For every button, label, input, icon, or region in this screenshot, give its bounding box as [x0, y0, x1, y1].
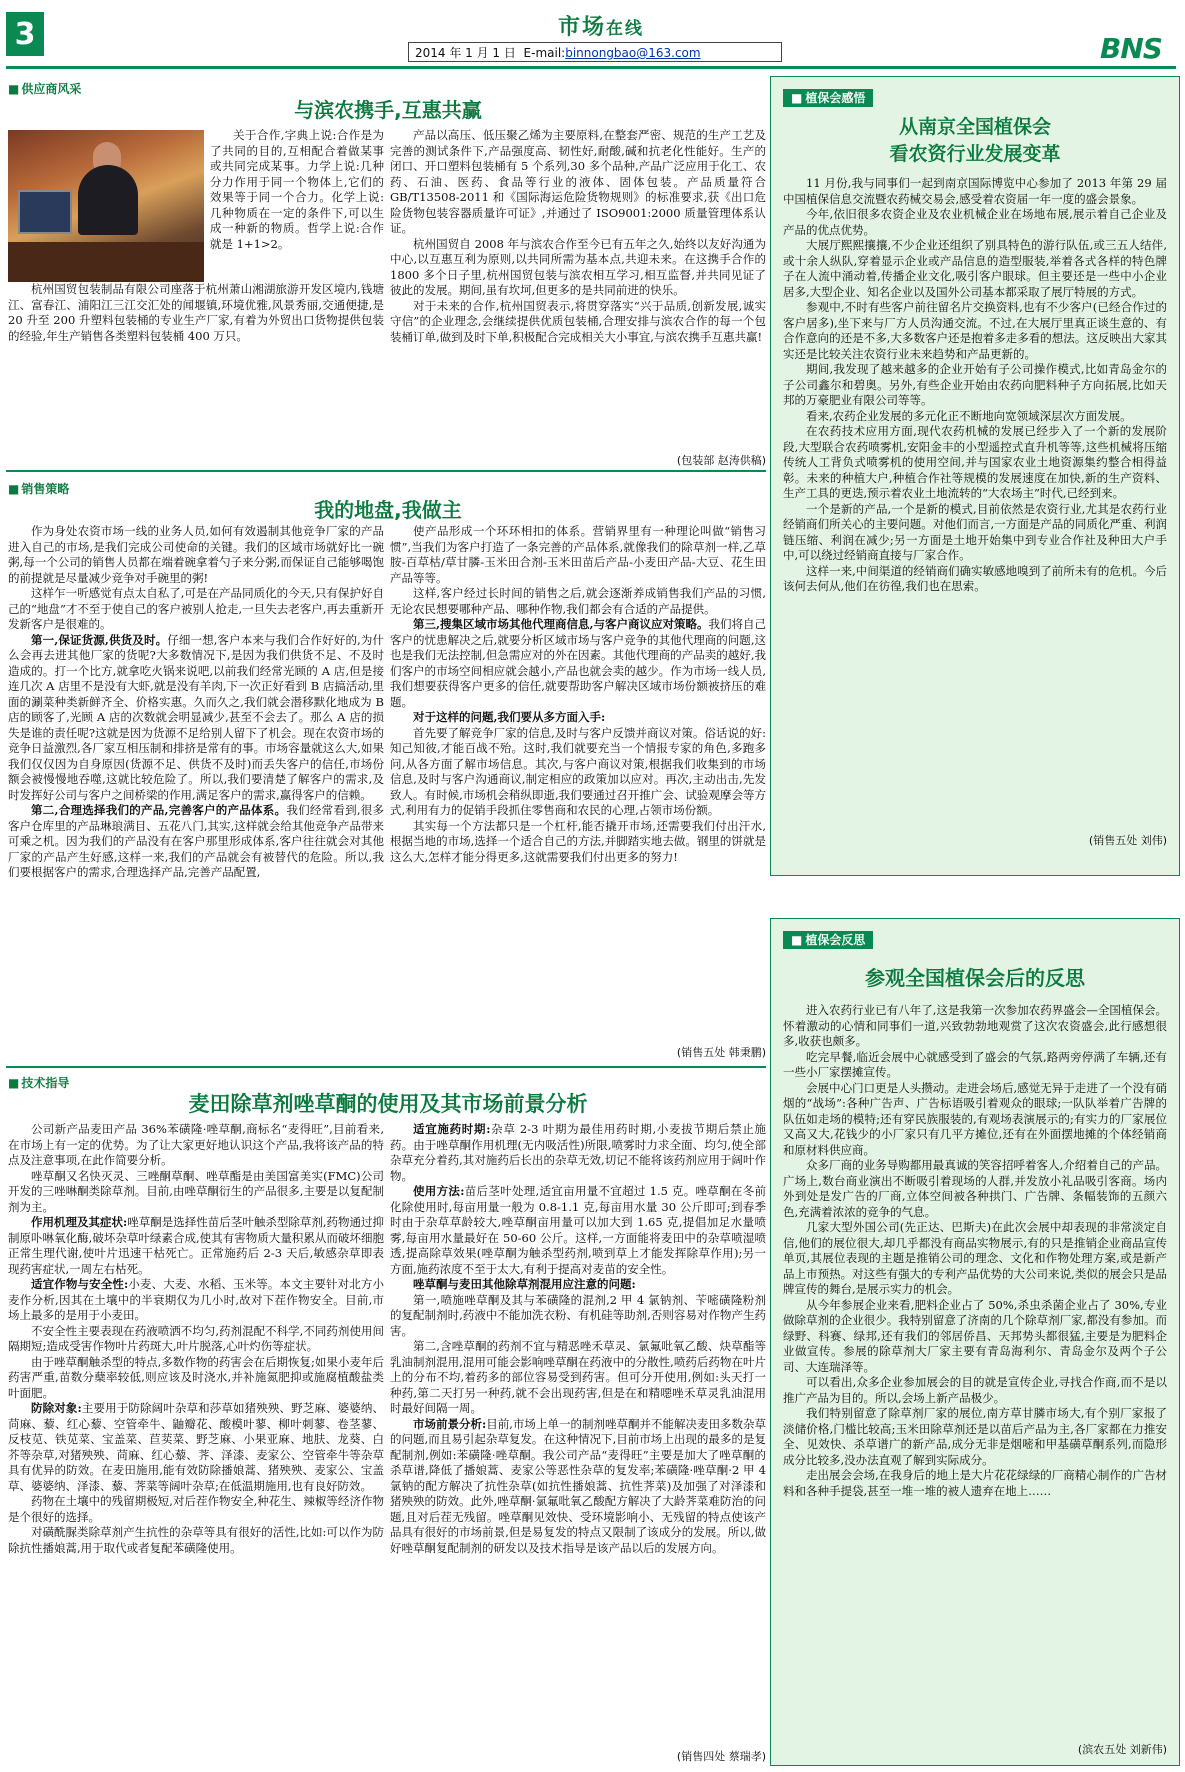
sidebar2-body — [783, 1003, 1167, 1737]
header-rule — [6, 66, 1176, 69]
article3-col2 — [390, 1122, 766, 1740]
article2-lead: 对于这样的问题,我们要从多方面入手: — [413, 710, 606, 724]
article1-col1-lower — [8, 282, 384, 452]
article1-paragraph: 对于未来的合作,杭州国贸表示,将贯穿落实“兴于品质,创新发展,诚实守信”的企业理念,会继续提供优质包装桶,合理安排与滨农合作的每一个包装桶订单,做到及时下单,积极配合完成相关大小事宜,与滨农携手互惠共赢! — [390, 298, 766, 344]
article2-paragraph-text: 我们将自己客户的忧患解决之后,就要分析区域市场与客户竞争的其他代理商的问题,这也是我们无法控制,但急需应对的外在因素。其他代理商的产品卖的越好,我们客户的市场空间相应就会越小,产品也就会卖的越少。作为市场一线人员,我们想要获得客户更多的信任,就要帮助客户解决区域市场份额被挤压的难题。 — [390, 617, 766, 709]
article1-paragraph: 杭州国贸自 2008 年与滨农合作至今已有五年之久,始终以友好沟通为中心,以互惠互利为原则,以共同所需为基本点,共迎未来。在这携手合作的 1800 多个日子里,杭州国贸包装与滨农相互学习,相互监督,并共同见证了彼此的发展。期间,虽有坎坷,但更多的是共同前进的快乐。 — [390, 236, 766, 297]
article3-paragraph: 由于唑草酮触杀型的特点,多数作物的药害会在后期恢复;如果小麦年后药害严重,苗数分蘖率较低,则应该及时浇水,并补施氮肥抑或施腐植酸盐类叶面肥。 — [8, 1354, 384, 1400]
bns-logo: BNS — [1100, 32, 1162, 65]
article3-paragraph — [8, 1277, 384, 1324]
article1-tag: ■ 供应商风采 — [8, 80, 81, 97]
article2-paragraph: 其实每一个方法都只是一个杠杆,能否撬开市场,还需要我们付出汗水,根据当地的市场,选择一个适合自己的方法,并脚踏实地去做。钢里的饼就是这么大,怎样才能分得更多,这就需要我们付出更多的努力! — [390, 818, 766, 864]
article3-paragraph — [390, 1184, 766, 1277]
section-masthead — [558, 10, 644, 41]
sidebar1-body — [783, 176, 1167, 828]
sidebar2-paragraph: 可以看出,众多企业参加展会的目的就是宣传企业,寻找合作商,而不是以推广产品为目的。所以,会场上新产品极少。 — [783, 1375, 1167, 1405]
article2-paragraph-text: 仔细一想,客户本来与我们合作好好的,为什么会再去进其他厂家的货呢?大多数情况下,是因为我们供货不足、不及时造成的。打一个比方,就拿吃火锅来说吧,以前我们经常光顾的 A 店,但是接连几次 A 店里不是没有大虾,就是没有羊肉,下一次正好看到 B 店搞活动,里面的涮菜种类新鲜齐全、价格实惠。久而久之,我们就会潜移默化地成为 B 店的顾客了,光顾 A 店的次数就会明显减少,甚至不会去了。那么 A 店的损失是谁的责任呢?这就是因为货源不足给别人留下了机会。现在农资市场的竞争日益激烈,各厂家互相压制和排挤是常有的事。市场容量就这么大,如果我们仅仅因为自身原因(货源不足、供货不及时)而丢失客户的信任,市场份额会被慢慢地吞噬,这就比较危险了。所以,我们要清楚了解客户的需求,及时发挥好公司与客户之间桥梁的作用,满足客户的需求,赢得客户的信赖。 — [8, 632, 384, 802]
article3-paragraph: 不安全性主要表现在药液喷洒不均匀,药剂混配不科学,不同药剂使用间隔期短;造成受害作物叶片药斑大,叶片脱落,心叶灼伤等症状。 — [8, 1323, 384, 1353]
article3-paragraph-text: 苗后茎叶处理,适宜亩用量不宜超过 1.5 克。唑草酮在冬前化除使用时,每亩用量一般为 0.8-1.1 克,每亩用水量 30 公斤即可;到春季时由于杂草草龄较大,唑草酮亩用量可以加大到 1.65 克,提倡加足水量喷雾,每亩用水量最好在 50-60 公斤。这样,一方面能将麦田中的杂草喷湿喷透,提高除草效果(唑草酮为触杀型药剂,喷到草上才能发挥除草作用);另一方面,施药浓度不至于太大,有利于提高对麦苗的安全性。 — [390, 1184, 766, 1276]
sidebar2-paragraph: 几家大型外国公司(先正达、巴斯夫)在此次会展中却表现的非常淡定自信,他们的展位很大,却几乎都没有商品实物展示,有的只是推销企业商品宣传单页,其展位表现的主题是推销公司的理念、文化和作物处理方案,或是新产品上市预热。对这些有强大的专利产品优势的大公司来说,类似的展会只是品牌宣传的舞台,是展示实力的机会。 — [783, 1220, 1167, 1296]
article3-lead: 市场前景分析: — [413, 1416, 487, 1431]
dateline — [408, 42, 782, 62]
masthead-title: 市场 — [558, 15, 607, 40]
masthead-suffix: 在线 — [606, 19, 645, 39]
supplier-photo — [8, 130, 204, 282]
article2-lead: 第一,保证货源,供货及时。 — [31, 632, 168, 647]
article2-title: 我的地盘,我做主 — [314, 498, 462, 522]
sidebar2-byline: (滨农五处 刘新伟) — [1077, 1743, 1167, 1756]
article3-lead: 适宜施药时期: — [413, 1122, 491, 1136]
article3-lead: 防除对象: — [31, 1401, 82, 1415]
article3-paragraph — [8, 1401, 384, 1494]
article3-paragraph-text: 杂草 2-3 叶期为最佳用药时期,小麦拔节期后禁止施药。由于唑草酮作用机理(无内吸活性)所限,喷雾时力求全面、均匀,使全部杂草充分着药,其对施药后长出的杂草无效,切记不能将该药剂应用于阔叶作物。 — [390, 1122, 766, 1183]
sidebar2-title: 参观全国植保会后的反思 — [865, 966, 1085, 990]
sidebar2-paragraph: 我们特别留意了除草剂厂家的展位,南方草甘膦市场大,有个别厂家报了淡储价格,门槛比较高;玉米田除草剂还是以苗后产品为主,各厂家都在力推安全、见效快、杀草谱广的新产品,成分无非是烟嘧和甲基磺草酮系列,而隐形成分比较多,没办法直观了解到实际成分。 — [783, 1406, 1167, 1467]
article3-paragraph: 对磺酰脲类除草剂产生抗性的杂草等具有很好的活性,比如:可以作为防除抗性播娘蒿,用于取代或者复配苯磺隆使用。 — [8, 1525, 384, 1555]
article1-paragraph: 关于合作,字典上说:合作是为了共同的目的,互相配合着做某事或共同完成某事。力学上说:几种分力作用于同一个物体上,它们的效果等于同一个合力。化学上说:几种物质在一定的条件下,可以生成一种新的物质。哲学上说:合作就是 1+1>2。 — [210, 128, 384, 251]
sidebar2-paragraph: 进入农药行业已有八年了,这是我第一次参加农药界盛会—全国植保会。怀着激动的心情和同事们一道,兴致勃勃地观赏了这次农资盛会,此行感想很多,收获也颇多。 — [783, 1003, 1167, 1048]
article2-col2 — [390, 524, 766, 1044]
article1-paragraph: 杭州国贸包装制品有限公司座落于杭州萧山湘湖旅游开发区境内,钱塘江、富春江、浦阳江三江交汇处的闻堰镇,环境优雅,风景秀丽,交通便捷,是 20 升至 200 升塑料包装桶的专业生产厂家,有着为外贸出口货物提供包装的经验,年生产销售各类塑料包装桶 400 万只。 — [8, 282, 384, 343]
photo-monitor — [18, 190, 72, 234]
sidebar1-paragraph: 一个是新的产品,一个是新的模式,目前依然是农资行业,尤其是农药行业经销商们所关心的主要问题。对他们而言,一方面是产品的同质化严重、利润链压缩、利润在减少;另一方面是土地开始集中到专业合作社及种田大户手中,可以绕过经销商直接与厂家合作。 — [783, 501, 1167, 562]
article1-col2 — [390, 128, 766, 438]
article3-paragraph — [8, 1215, 384, 1277]
article3-paragraph — [390, 1277, 766, 1293]
sidebar1-paragraph: 期间,我发现了越来越多的企业开始有子公司操作模式,比如青岛金尔的子公司鑫尔和碧奥。另外,有些企业开始由农药向肥料种子方向拓展,比如天邦的万豪肥业有限公司等等。 — [783, 362, 1167, 407]
photo-person — [78, 165, 138, 235]
article3-paragraph: 公司新产品麦田产品 36%苯磺隆·唑草酮,商标名“麦得旺”,目前看来,在市场上有一定的优势。为了让大家更好地认识这个产品,我将该产品的特点及注意事项,在此作简要分析。 — [8, 1122, 384, 1167]
sidebar-insight — [770, 76, 1180, 876]
sidebar1-paragraph: 今年,依旧很多农资企业及农业机械企业在场地布展,展示着自己企业及产品的优点优势。 — [783, 207, 1167, 237]
section-divider — [6, 470, 766, 472]
article3-paragraph: 药物在土壤中的残留期极短,对后茬作物安全,种花生、辣椒等经济作物是个很好的选择。 — [8, 1494, 384, 1524]
article2-col1 — [8, 524, 384, 1070]
sidebar1-title-line2: 看农资行业发展变革 — [889, 143, 1061, 165]
article3-paragraph: 唑草酮又名快灭灵、三唑酮草酮、唑草酯是由美国富美实(FMC)公司开发的三唑啉酮类除草剂。目前,由唑草酮衍生的产品很多,主要是以复配制剂为主。 — [8, 1168, 384, 1214]
email-link[interactable]: binnongbao@163.com — [565, 46, 701, 60]
article3-paragraph: 第一,喷施唑草酮及其与苯磺隆的混剂,2 甲 4 氯钠剂、苄嘧磺隆粉剂的复配制剂时,药液中不能加洗衣粉、有机硅等助剂,否则容易对作物产生药害。 — [390, 1292, 766, 1338]
article3-lead: 使用方法: — [413, 1184, 465, 1198]
issue-date: 2014 年 1 月 1 日 — [415, 46, 516, 60]
sidebar2-paragraph: 众多厂商的业务导购都用最真诚的笑容招呼着客人,介绍着自己的产品。广场上,数台商业演出不断吸引着现场的人群,并发放小礼品吸引客商。场内外到处是发广告的厂商,立体空间被各种拱门、广告牌、条幅装饰的五颜六色,充满着浓浓的竞争的气息。 — [783, 1158, 1167, 1219]
sidebar1-paragraph: 参观中,不时有些客户前往留名片交换资料,也有不少客户(已经合作过的客户居多),坐下来与厂方人员沟通交流。不过,在大展厅里真正谈生意的、有合作意向的还是不多,大多数客户还是抱着多走多看的想法。这反映出大家其实还是比较关注农资行业未来趋势和产品更新的。 — [783, 300, 1167, 361]
article1-paragraph: 产品以高压、低压聚乙烯为主要原料,在整套严密、规范的生产工艺及完善的测试条件下,产品强度高、韧性好,耐酸,碱和抗老化性能好。生产的闭口、开口塑料包装桶有 5 个系列,30 多个品种,产品广泛应用于化工、农药、石油、医药、食品等行业的液体、固体包装。产品质量符合 GB/T13508-2011 和《国际海运危险货物规则》的标准要求,获《出口危险货物包装容器质量许可证》,并通过了 ISO9001:2000 质量管理体系认证。 — [390, 128, 766, 235]
article2-byline: (销售五处 韩秉鹏) — [676, 1046, 766, 1059]
article3-lead: 唑草酮与麦田其他除草剂混用应注意的问题: — [413, 1277, 636, 1291]
article3-paragraph-text: 主要用于防除阔叶杂草和莎草如猪殃殃、野芝麻、婆婆纳、苘麻、藜、红心藜、空管牵牛、鼬瓣花、酸模叶蓼、柳叶刺蓼、卷茎蓼、反枝苋、铁苋菜、宝盖菜、苣荬菜、野芝麻、小果亚麻、地肤、龙葵、白芥等杂草,对猪殃殃、苘麻、红心藜、荠、泽漆、麦家公、空管牵牛等杂草具有优异的防效。在麦田施用,能有效防除播娘蒿、猪殃殃、麦家公、宝盖草、婆婆纳、泽漆、藜、荠菜等阔叶杂草;在低温期施用,也有良好防效。 — [8, 1401, 384, 1493]
article2-paragraph: 这样,客户经过长时间的销售之后,就会逐渐养成销售我们产品的习惯,无论农民想要哪种产品、哪种作物,我们都会有合适的产品提供。 — [390, 586, 766, 616]
article2-tag: ■ 销售策略 — [8, 480, 69, 497]
sidebar1-paragraph: 看来,农药企业发展的多元化正不断地向宽领域深层次方面发展。 — [806, 408, 1132, 423]
article2-paragraph — [390, 710, 766, 726]
article3-byline: (销售四处 蔡瑞孝) — [676, 1750, 766, 1763]
sidebar2-paragraph: 会展中心门口更是人头攒动。走进会场后,感觉无异于走进了一个没有硝烟的“战场”:各种广告声、广告标语吸引着观众的眼球;一队队举着广告牌的队伍如走场的模特;还有穿民族服装的,有观场表演展示的;有实力的厂家展位又高又大,花钱少的小厂家只有几平方摊位,还有在外面摆地摊的个体经销商和原材料供应商。 — [783, 1080, 1167, 1157]
sidebar1-paragraph: 11 月份,我与同事们一起到南京国际博览中心参加了 2013 年第 29 届中国植保信息交流暨农药械交易会,感受着农资届一年一度的盛会景象。 — [783, 176, 1167, 206]
article3-paragraph-text: 目前,市场上单一的制剂唑草酮并不能解决麦田多数杂草的问题,而且易引起杂草复发。在这种情况下,目前市场上出现的最多的是复配制剂,例如:苯磺隆·唑草酮。我公司产品“麦得旺”主要是加大了唑草酮的杀草谱,降低了播娘蒿、麦家公等恶性杂草的复发率;苯磺隆·唑草酮·2 甲 4 氯钠的配方解决了抗性杂草(如抗性播娘蒿、抗性荠菜)及加强了对泽漆和猪殃殃的防效。此外,唑草酮·氯氟吡氧乙酸配方解决了大龄荠菜难防治的问题,且对后茬无残留。唑草酮见效快、受环境影响小、无残留的特点使该产品具有很好的市场前景,但是易复发的特点又限制了该成分的发展。所以,做好唑草酮复配制剂的研发以及技术指导是该产品以后的发展方向。 — [390, 1416, 766, 1555]
article3-paragraph-text: 小麦、大麦、水稻、玉米等。本文主要针对北方小麦作分析,因其在土壤中的半衰期仅为几小时,故对下茬作物安全。目前,市场上最多的是用于小麦田。 — [8, 1277, 384, 1322]
article2-paragraph — [390, 617, 766, 710]
email-label: E-mail: — [523, 46, 566, 60]
article2-paragraph: 这样乍一听感觉有点太自私了,可是在产品同质化的今天,只有保护好自己的“地盘”才不至于使自己的客户被别人抢走,一旦失去老客户,再去重新开发新客户是很难的。 — [8, 586, 384, 631]
sidebar2-tag: ■ 植保会反思 — [783, 931, 873, 949]
sidebar2-paragraph: 从今年参展企业来看,肥料企业占了 50%,杀虫杀菌企业占了 30%,专业做除草剂的企业很少。我特别留意了济南的几个除草剂厂家,都没有参加。而绿野、科赛、绿邦,还有我们的邻居侨昌、天邦势头都很猛,主要是为肥料企业做宣传。参展的除草剂大厂家主要有青岛海利尔、青岛金尔及两个子公司、大连瑞泽等。 — [783, 1297, 1167, 1374]
article2-paragraph-text: 我们经常看到,很多客户仓库里的产品琳琅满目、五花八门,其实,这样就会给其他竞争产品带来可乘之机。因为我们的产品没有在客户那里形成体系,客户往往就会对其他厂家的产品产生好感,这样一来,我们的产品就会有被替代的危险。所以,我们要根据客户的需求,合理选择产品,完善产品配置, — [8, 803, 384, 879]
article1-col1-wrap — [210, 128, 384, 283]
section-divider — [6, 1066, 766, 1068]
page-number: 3 — [6, 12, 44, 56]
article3-lead: 适宜作物与安全性: — [31, 1277, 129, 1291]
sidebar1-byline: (销售五处 刘伟) — [1088, 834, 1167, 847]
article3-paragraph: 第二,含唑草酮的药剂不宜与精恶唑禾草灵、氯氟吡氧乙酸、炔草酯等乳油制剂混用,混用可能会影响唑草酮在药液中的分散性,喷药后药物在叶片上的分布不均,着药多的部位容易受到药害。但可分开使用,例如:头天打一种药,第二天打另一种药,就不会出现药害,但是在和精噁唑禾草灵乳油混用时最好间隔一周。 — [390, 1339, 766, 1415]
article1-title: 与滨农携手,互惠共赢 — [294, 98, 482, 122]
sidebar1-title-line1: 从南京全国植保会 — [898, 116, 1051, 138]
article2-lead: 第三,搜集区域市场其他代理商信息,与客户商议应对策略。 — [413, 617, 709, 631]
article2-paragraph: 作为身处农资市场一线的业务人员,如何有效遏制其他竞争厂家的产品进入自己的市场,是我们完成公司使命的关键。我们的区域市场就好比一碗粥,每一个公司的销售人员都在端着碗拿着勺子来分粥,而保证自己能够喝饱的前提就是尽量减少竞争对手碗里的粥! — [8, 524, 384, 585]
article3-col1 — [8, 1122, 384, 1762]
article3-paragraph-text: 唑草酮是选择性苗后茎叶触杀型除草剂,药物通过抑制原卟啉氧化酶,破坏杂草叶绿素合成,使其有害物质大量积累从而破坏细胞正常生理代谢,使叶片迅速干枯死亡。正常施药后 2-3 天后,敏感杂草即表现药害症状,一周左右枯死。 — [8, 1215, 384, 1276]
sidebar2-paragraph: 吃完早餐,临近会展中心就感受到了盛会的气氛,路两旁停满了车辆,还有一些小厂家摆摊宣传。 — [783, 1049, 1167, 1079]
article1-byline: (包装部 赵涛供稿) — [676, 454, 766, 467]
article2-paragraph — [8, 633, 384, 804]
sidebar1-paragraph: 这样一来,中间渠道的经销商们确实敏感地嗅到了前所未有的危机。今后该何去何从,他们在彷徨,我们也在思索。 — [783, 563, 1167, 593]
sidebar1-paragraph: 大展厅熙熙攘攘,不少企业还组织了别具特色的游行队伍,或三五人结伴,或十余人纵队,穿着显示企业或产品信息的造型服装,举着各式各样的特色牌子在人流中涌动着,传播企业文化,吸引客户眼球。但主要还是一些中小企业居多,大型企业、知名企业以及国外公司基本都采取了展厅特展的方式。 — [783, 238, 1167, 299]
article3-title: 麦田除草剂唑草酮的使用及其市场前景分析 — [188, 1092, 588, 1116]
sidebar1-paragraph: 在农药技术应用方面,现代农药机械的发展已经步入了一个新的发展阶段,大型联合农药喷雾机,安阳金丰的小型遥控式直升机等等,这些机械将压缩传统人工背负式喷雾机的使用空间,并与国家农业土地资源集约整合相得益彰。未来的种植大户,种植合作社等规模的发展速度在加快,新的生产资料、生产工具的更迭,预示着农业土地流转的“大农场主”时代,已经到来。 — [783, 424, 1167, 500]
sidebar1-tag: ■ 植保会感悟 — [783, 89, 873, 107]
sidebar2-paragraph: 走出展会会场,在我身后的地上是大片花花绿绿的厂商精心制作的广告材料和各种手提袋,甚至一堆一堆的被人遗弃在地上…… — [783, 1468, 1167, 1498]
article2-lead: 第二,合理选择我们的产品,完善客户的产品体系。 — [31, 803, 287, 817]
sidebar-reflection — [770, 918, 1180, 1766]
article2-paragraph: 首先要了解竞争厂家的信息,及时与客户反馈并商议对策。俗话说的好:知己知彼,才能百战不殆。这时,我们就要充当一个情报专家的角色,多跑多问,从各方面了解市场信息。其次,与客户商议对策,根据我们收集到的市场信息,及时与客户沟通商议,制定相应的政策加以应对。再次,主动出击,先发致人。有时候,市场机会稍纵即逝,我们要通过召开推广会、试验观摩会等方式,利用有力的促销手段抓住零售商和农民的心理,占领市场份额。 — [390, 725, 766, 817]
article2-paragraph: 使产品形成一个环环相扣的体系。营销界里有一种理论叫做“销售习惯”,当我们为客户打造了一条完善的产品体系,就像我们的除草剂一样,乙草胺-百草枯/草甘膦-玉米田合剂-玉米田苗后产品-小麦田产品-大豆、花生田产品等等。 — [390, 524, 766, 585]
article3-tag: ■ 技术指导 — [8, 1074, 69, 1091]
article3-lead: 作用机理及其症状: — [31, 1215, 128, 1229]
article3-paragraph — [390, 1122, 766, 1184]
article2-paragraph — [8, 803, 384, 881]
article3-paragraph — [390, 1417, 766, 1557]
photo-desk — [8, 242, 204, 282]
